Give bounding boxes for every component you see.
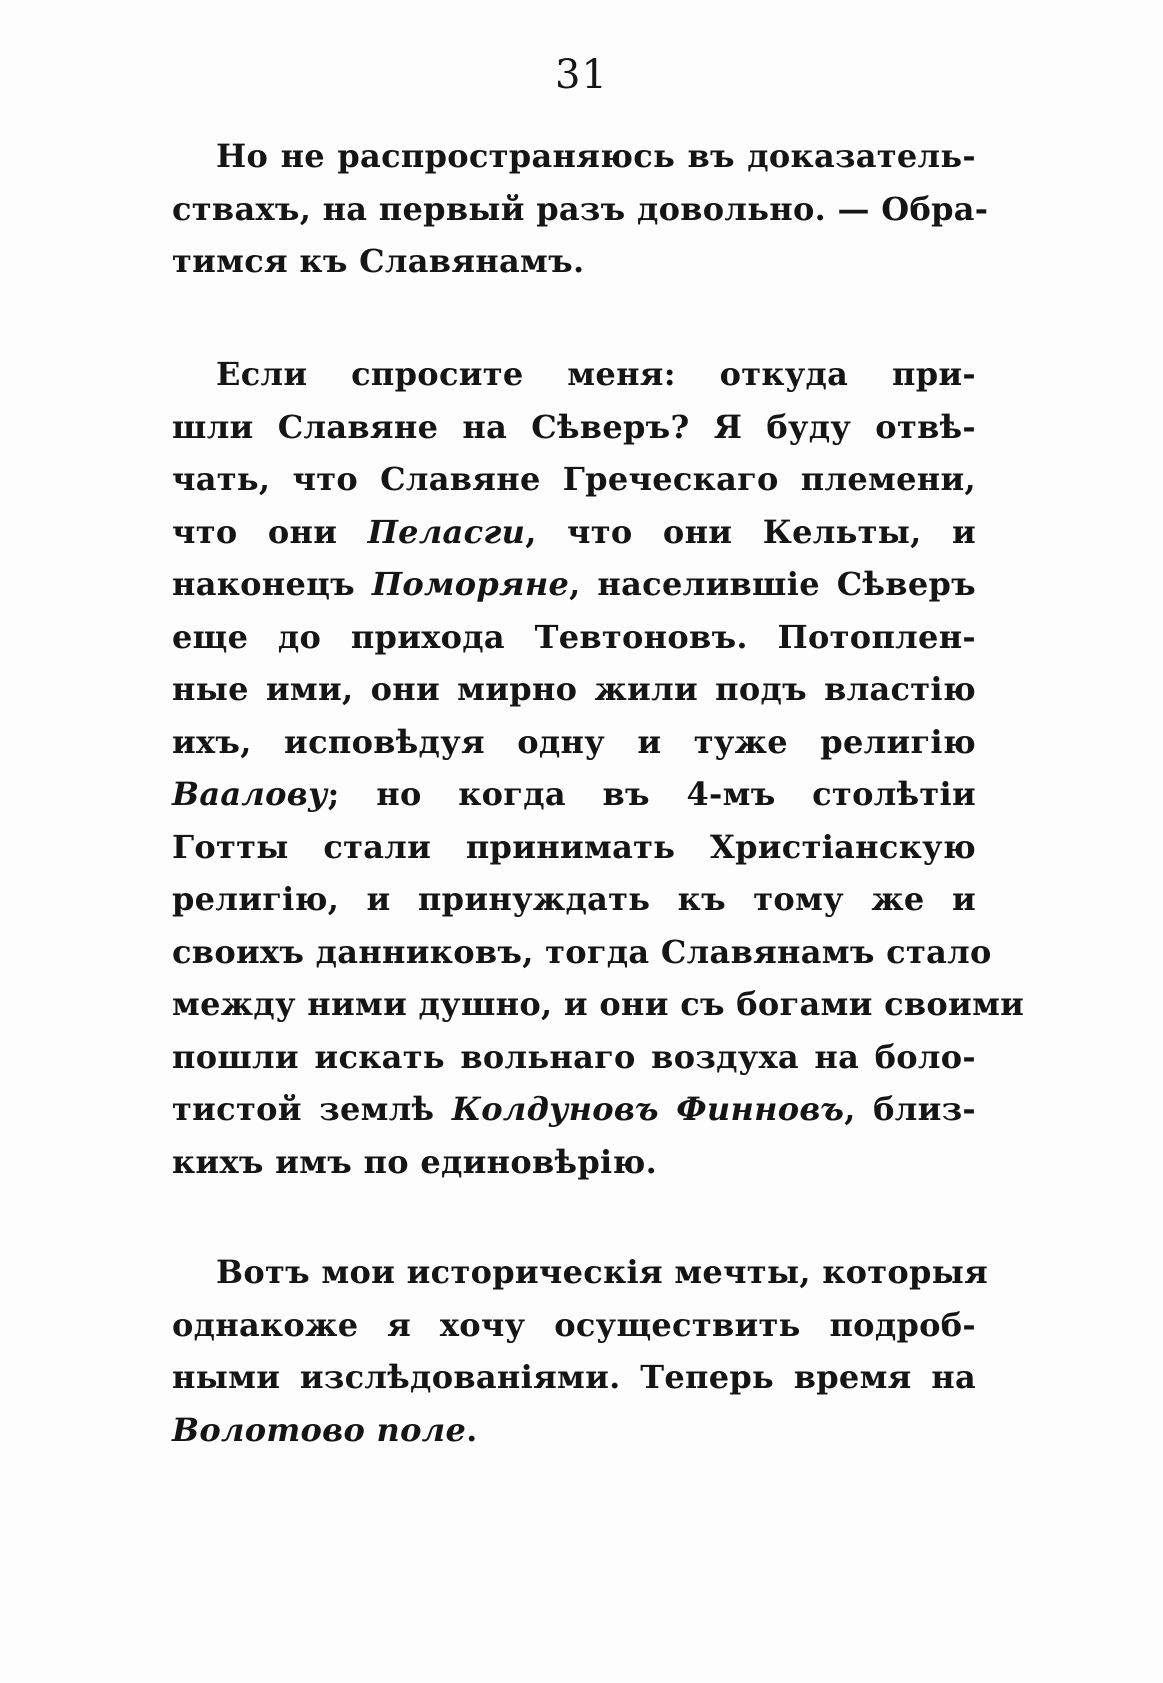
text-segment: однакоже я хочу осуществить подроб- [172, 1305, 976, 1344]
italic-text-segment: Колдуновъ Финновъ [451, 1090, 845, 1128]
text-line [172, 716, 976, 769]
text-segment: религію, и принуждать къ тому же и [172, 880, 976, 918]
text-segment: что они [172, 512, 368, 551]
text-line [172, 1246, 989, 1299]
text-segment: ствахъ, на первый разъ довольно. — Обра- [172, 189, 989, 228]
text-line [172, 348, 976, 401]
text-segment: тистой землѣ [172, 1090, 452, 1128]
text-line [172, 453, 976, 506]
text-line [172, 183, 989, 236]
text-line [172, 1404, 976, 1457]
text-segment: , населившіе Сѣверъ [569, 565, 977, 603]
paragraph-3 [172, 1246, 989, 1456]
text-segment: еще до прихода Тевтоновъ. Потоплен- [172, 617, 976, 656]
text-line [172, 235, 976, 288]
text-segment: тимся къ Славянамъ. [172, 242, 585, 280]
text-line [172, 768, 976, 821]
paragraph-1 [172, 130, 989, 288]
text-segment: ные ими, они мирно жили подъ властію [172, 670, 976, 708]
text-line [172, 663, 976, 716]
text-line [172, 1136, 976, 1189]
text-line [172, 401, 976, 454]
text-line [172, 506, 976, 559]
text-line [172, 926, 992, 979]
text-line [172, 873, 976, 926]
text-segment: Вотъ мои историческія мечты, которыя [216, 1253, 989, 1291]
paragraph-2 [172, 348, 1025, 1188]
text-segment: , близ- [844, 1090, 977, 1128]
text-line [172, 978, 1025, 1031]
italic-text-segment: Поморяне [371, 565, 570, 603]
text-line [172, 611, 976, 664]
text-segment: ; но когда въ 4-мъ столѣтіи [327, 775, 976, 813]
text-segment: Готты стали принимать Христіанскую [172, 827, 976, 866]
text-line [172, 1299, 976, 1352]
text-segment: наконецъ [172, 565, 372, 603]
text-segment: , что они Кельты, и [525, 512, 976, 551]
text-line [172, 1351, 976, 1404]
text-segment: . [466, 1410, 478, 1449]
text-segment: ихъ, исповѣдуя одну и туже религію [172, 722, 976, 761]
text-line [172, 821, 976, 874]
text-segment: между ними душно, и они съ богами своими [172, 985, 1025, 1023]
text-segment: ными изслѣдованіями. Теперь время на [172, 1358, 976, 1396]
text-segment: своихъ данниковъ, тогда Славянамъ стало [172, 932, 992, 971]
italic-text-segment: Волотово поле [172, 1410, 467, 1449]
italic-text-segment: Пеласги [367, 512, 526, 551]
text-line [172, 130, 976, 183]
text-segment: чать, что Славяне Греческаго племени, [172, 460, 976, 498]
text-segment: Если спросите меня: откуда при- [216, 355, 976, 393]
page-number: 31 [555, 52, 608, 98]
text-segment: Но не распространяюсь въ доказатель- [216, 137, 976, 175]
text-line [172, 558, 976, 611]
text-segment: пошли искать вольнаго воздуха на боло- [172, 1037, 976, 1076]
text-line [172, 1083, 976, 1136]
text-segment: шли Славяне на Сѣверъ? Я буду отвѣ- [172, 407, 976, 446]
text-segment: кихъ имъ по единовѣрію. [172, 1142, 658, 1181]
italic-text-segment: Ваалову [172, 775, 328, 813]
text-line [172, 1031, 976, 1084]
